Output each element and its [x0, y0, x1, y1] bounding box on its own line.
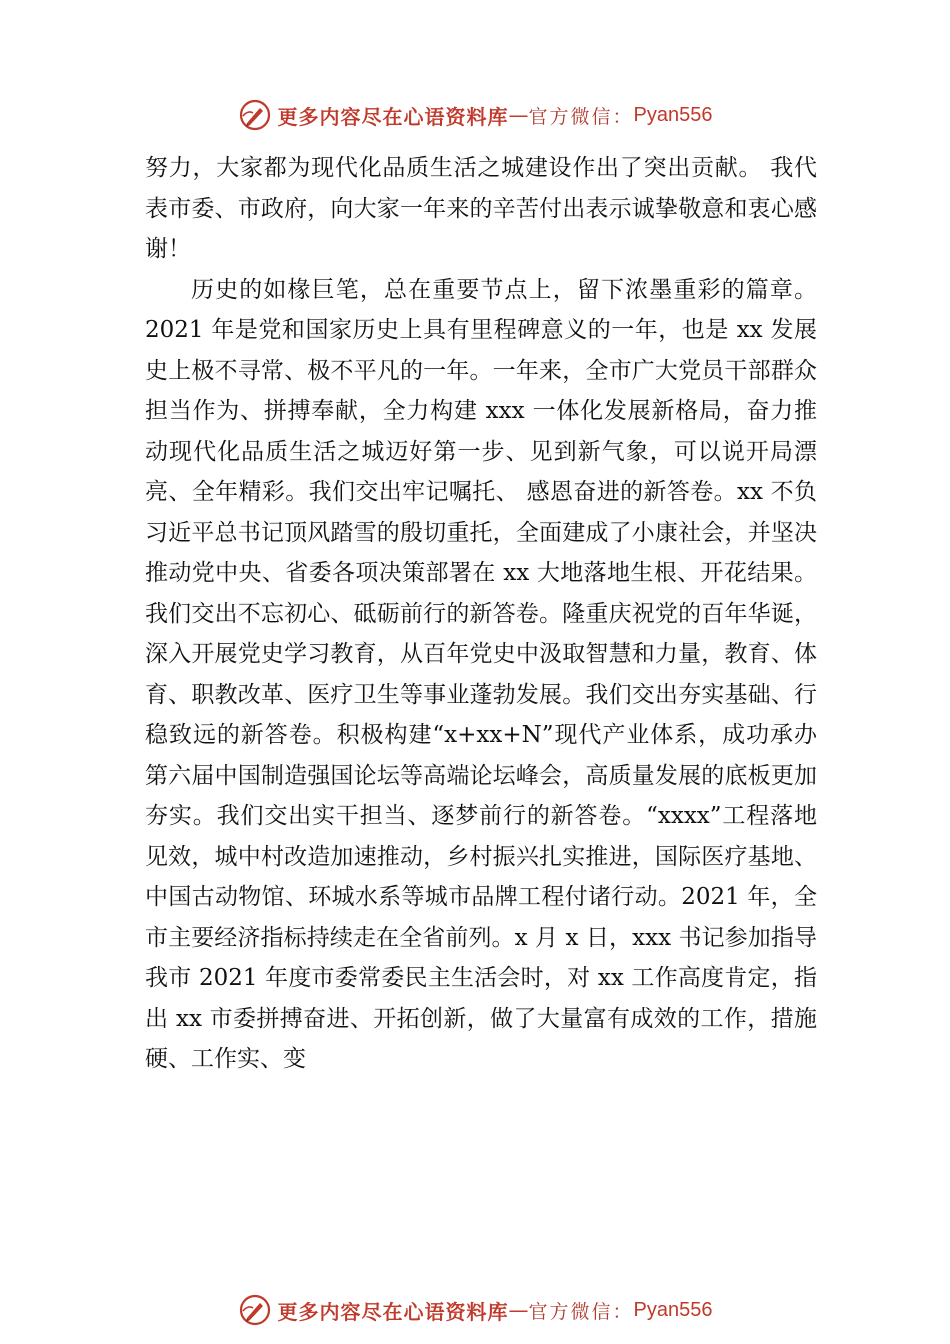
paragraph: 努力，大家都为现代化品质生活之城建设作出了突出贡献。 我代表市委、市政府，向大家一年来的辛苦付出表示诚挚敬意和衷心感谢！	[145, 155, 817, 262]
banner-wechat-label: 官方微信：	[528, 1300, 634, 1323]
document-body	[145, 148, 817, 1080]
banner-wechat-label: 官方微信：	[528, 105, 634, 128]
banner-brand-text: 更多内容尽在心语资料库	[277, 104, 509, 129]
header-banner	[0, 95, 950, 135]
banner-separator: —	[508, 103, 529, 127]
paragraph: 历史的如椽巨笔，总在重要节点上，留下浓墨重彩的篇章。2021 年是党和国家历史上具有里程碑意义的一年，也是 xx 发展史上极不寻常、极不平凡的一年。一年来，全市广大党员干部群众担当作为、拼搏奉献，全力构建 xxx 一体化发展新格局，奋力推动现代化品质生活之城迈好第一步、见到新气象，可以说开局漂亮、全年精彩。我们交出牢记嘱托、 感恩奋进的新答卷。xx 不负习近平总书记顶风踏雪的殷切重托，全面建成了小康社会，并坚决推动党中央、省委各项决策部署在 xx 大地落地生根、开花结果。我们交出不忘初心、砥砺前行的新答卷。隆重庆祝党的百年华诞，深入开展党史学习教育，从百年党史中汲取智慧和力量，教育、体育、职教改革、医疗卫生等事业蓬勃发展。我们交出夯实基础、行稳致远的新答卷。积极构建“x+xx+N”现代产业体系，成功承办第六届中国制造强国论坛等高端论坛峰会，高质量发展的底板更加夯实。我们交出实干担当、逐梦前行的新答卷。“xxxx”工程落地见效，城中村改造加速推动，乡村振兴扎实推进，国际医疗基地、中国古动物馆、环城水系等城市品牌工程付诸行动。2021 年，全市主要经济指标持续走在全省前列。x 月 x 日，xxx 书记参加指导我市 2021 年度市委常委民主生活会时，对 xx 工作高度肯定，指出 xx 市委拼搏奋进、开拓创新，做了大量富有成效的工作，措施硬、工作实、变	[145, 276, 817, 1072]
banner-wechat-id: Pyan556	[633, 103, 713, 126]
footer-banner	[0, 1290, 950, 1330]
pen-logo-icon	[238, 1293, 272, 1327]
banner-wechat-id: Pyan556	[633, 1298, 713, 1321]
pen-logo-icon	[238, 98, 272, 132]
banner-separator: —	[508, 1298, 529, 1322]
banner-brand-text: 更多内容尽在心语资料库	[277, 1299, 509, 1324]
